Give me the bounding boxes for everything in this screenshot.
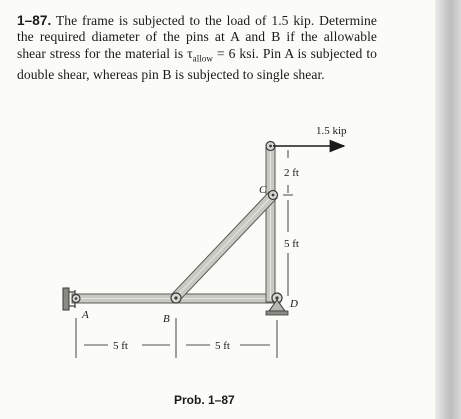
- problem-line-1: The frame is subjected to the load of 1.5 kip.: [55, 13, 315, 28]
- problem-line-2: Determine the required diameter of the pins at A and B if: [17, 13, 377, 45]
- label-d: D: [290, 298, 298, 310]
- horizontal-dimension: [76, 318, 277, 358]
- page-gutter: [435, 0, 461, 419]
- dim-vertical-label: 5 ft: [284, 238, 299, 250]
- problem-line-3b: = 6 ksi.: [212, 45, 259, 61]
- label-c: C: [259, 184, 267, 196]
- problem-line-5: subjected to single shear.: [187, 66, 325, 82]
- dim-right-label: 5 ft: [215, 340, 230, 352]
- label-a: A: [82, 309, 89, 321]
- load-label: 1.5 kip: [316, 125, 347, 137]
- diagonal-member: [172, 192, 277, 300]
- figure-caption: Prob. 1–87: [174, 393, 235, 407]
- problem-line-3-sub: allow: [192, 53, 213, 64]
- problem-line-4: Pin A is subjected to double shear, whereas pin B is: [17, 45, 378, 82]
- problem-line-3a: the allowable shear stress for the material is τ: [17, 29, 378, 61]
- label-b: B: [163, 313, 170, 325]
- vertical-member: [266, 146, 275, 302]
- dim-top-label: 2 ft: [284, 167, 299, 179]
- dim-left-label: 5 ft: [113, 340, 128, 352]
- problem-number: 1–87.: [17, 13, 52, 28]
